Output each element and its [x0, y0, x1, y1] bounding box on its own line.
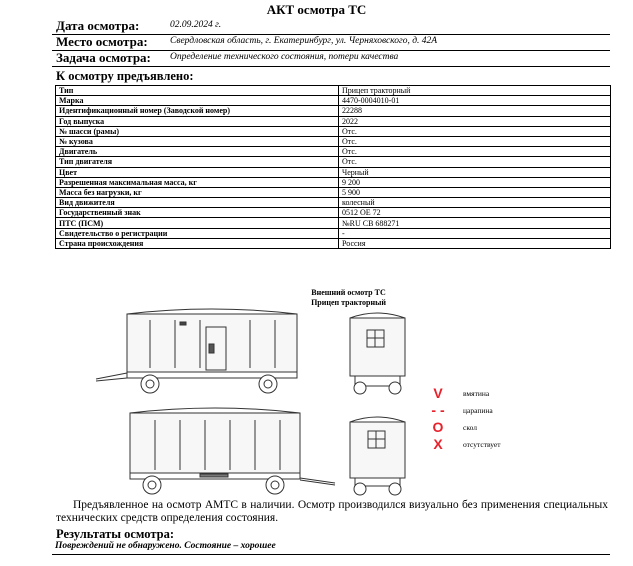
spec-value: Отс. [339, 136, 611, 146]
spec-label: Марка [56, 96, 339, 106]
legend-symbol: X [433, 436, 443, 452]
legend-symbol: - - [431, 402, 445, 418]
spec-label: Страна происхождения [56, 238, 339, 248]
diagram-title: Внешний осмотр ТС [311, 288, 386, 297]
spec-value: 9 200 [339, 177, 611, 187]
inspection-date-label: Дата осмотра: [56, 18, 140, 33]
presented-heading: К осмотру предъявлено: [56, 69, 194, 83]
damage-legend [431, 385, 501, 452]
document-title: АКТ осмотра ТС [266, 2, 367, 17]
spec-label: Разрешенная максимальная масса, кг [56, 177, 339, 187]
inspection-task-value: Определение технического состояния, потери качества [170, 52, 399, 62]
trailer-rear-view [350, 313, 405, 394]
spec-value: Отс. [339, 157, 611, 167]
inspection-intro-text: Предъявленное на осмотр АМТС в наличии. Осмотр производился визуально без применения специальных технических средств определения состояния. [56, 499, 608, 524]
spec-value: 2022 [339, 116, 611, 126]
spec-label: ПТС (ПСМ) [56, 218, 339, 228]
spec-label: Государственный знак [56, 208, 339, 218]
spec-value: 5 900 [339, 187, 611, 197]
spec-value: - [339, 228, 611, 238]
results-row [52, 541, 610, 555]
legend-label: царапина [463, 406, 493, 415]
inspection-place-value: Свердловская область, г. Екатеринбург, ул. Черняховского, д. 42А [170, 36, 438, 46]
results-heading: Результаты осмотра: [56, 527, 174, 541]
spec-value: Отс. [339, 147, 611, 157]
spec-value: Отс. [339, 126, 611, 136]
spec-label: Цвет [56, 167, 339, 177]
spec-value: №RU CB 688271 [339, 218, 611, 228]
spec-value: Россия [339, 238, 611, 248]
spec-value: колесный [339, 198, 611, 208]
spec-value: Прицеп тракторный [339, 86, 611, 96]
spec-label: № шасси (рамы) [56, 126, 339, 136]
spec-label: Тип [56, 86, 339, 96]
legend-label: отсутствует [463, 440, 501, 449]
spec-value: 22288 [339, 106, 611, 116]
spec-value: 4470-0004010-01 [339, 96, 611, 106]
spec-label: Идентификационный номер (Заводской номер) [56, 106, 339, 116]
trailer-side-view-left [96, 309, 297, 393]
spec-label: Свидетельство о регистрации [56, 228, 339, 238]
trailer-front-view [350, 417, 405, 495]
inspection-place-label: Место осмотра: [56, 34, 148, 49]
legend-label: скол [463, 423, 477, 432]
trailer-side-view-right [130, 408, 335, 494]
legend-symbol: V [433, 385, 443, 401]
spec-label: Год выпуска [56, 116, 339, 126]
spec-label: Вид движителя [56, 198, 339, 208]
inspection-task-label: Задача осмотра: [56, 50, 151, 65]
diagram-subtitle: Прицеп тракторный [311, 298, 386, 307]
spec-label: Двигатель [56, 147, 339, 157]
inspection-date-value: 02.09.2024 г. [170, 20, 222, 30]
results-text: Повреждений не обнаружено. Состояние – хорошее [55, 541, 276, 551]
spec-value: Черный [339, 167, 611, 177]
spec-label: Масса без нагрузки, кг [56, 187, 339, 197]
legend-symbol: O [432, 419, 444, 435]
spec-value: 0512 ОЕ 72 [339, 208, 611, 218]
legend-label: вмятина [463, 389, 490, 398]
spec-label: № кузова [56, 136, 339, 146]
spec-label: Тип двигателя [56, 157, 339, 167]
